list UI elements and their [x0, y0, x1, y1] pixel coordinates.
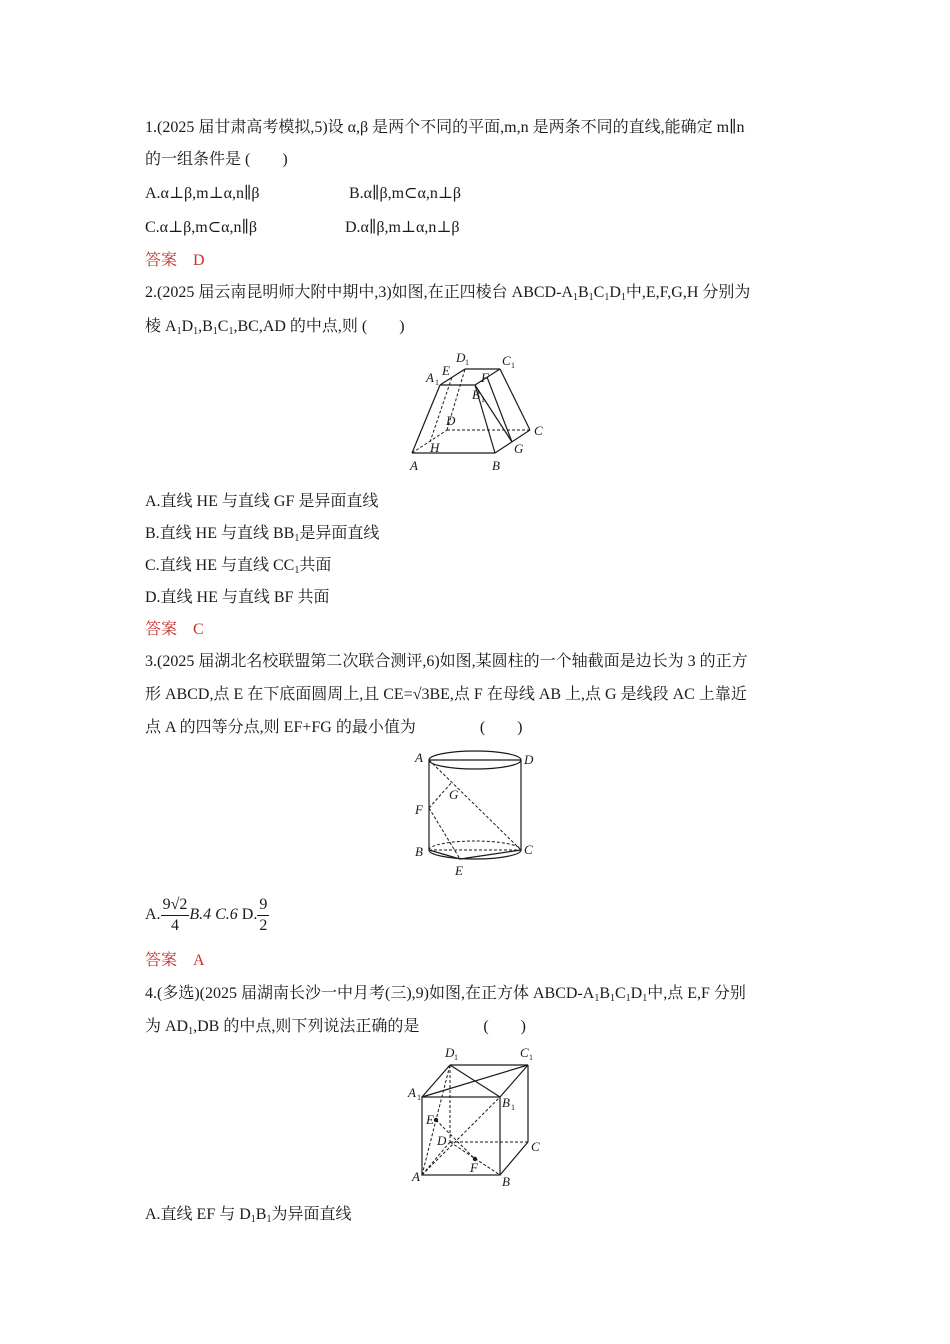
q3-cylinder-figure — [405, 742, 545, 882]
svg-text:1: 1 — [481, 395, 485, 404]
q1-option-c: C.α⊥β,m⊂α,n∥β — [145, 219, 258, 236]
label-F: F — [415, 802, 423, 817]
q3-answer — [145, 950, 221, 972]
q2-option-b: B.直线 HE 与直线 $BB_1$是异面直线 — [145, 525, 380, 544]
q3-stem-line3: 点 A 的四等分点,则 EF+FG 的最小值为 ( ) — [145, 719, 523, 736]
label-E: E — [455, 863, 463, 878]
q1-stem-line1: 1.(2025 届甘肃高考模拟,5)设 α,β 是两个不同的平面,m,n 是两条不同的直线,能确定 m∥n — [145, 119, 745, 136]
label-C: C — [524, 842, 533, 857]
label-C1: C — [502, 353, 511, 368]
answer-label: 答案 — [145, 621, 178, 638]
answer-label: 答案 — [145, 252, 178, 269]
label-B1: B — [502, 1095, 510, 1110]
label-F: F — [481, 370, 489, 385]
q3-option-a-fraction: $\frac{9√2}{4}$ — [162, 895, 188, 934]
label-F: F — [470, 1160, 478, 1175]
label-E: E — [426, 1112, 434, 1127]
label-A: A — [415, 750, 423, 765]
q2-frustum-figure — [400, 345, 560, 480]
label-D: D — [446, 413, 456, 428]
q3-options: A. $\frac{9√2}{4}$ B.4 C.6 D. $\frac{9}{2}$ — [145, 895, 268, 934]
q1-option-a: A.α⊥β,m⊥α,n∥β — [145, 185, 260, 202]
label-B1: B — [472, 387, 480, 402]
svg-text:1: 1 — [465, 358, 469, 367]
label-D1: D — [445, 1045, 455, 1060]
label-B: B — [415, 844, 423, 859]
label-C: C — [534, 423, 543, 438]
q1-option-d: D.α∥β,m⊥α,n⊥β — [345, 219, 460, 236]
label-E: E — [442, 363, 450, 378]
q4-option-a: A.直线 EF 与 $D_1B_1$为异面直线 — [145, 1206, 352, 1225]
label-A: A — [410, 458, 418, 473]
svg-text:1: 1 — [511, 1103, 515, 1112]
label-B: B — [502, 1174, 510, 1189]
q3-stem-line2: 形 ABCD,点 E 在下底面圆周上,且 CE=√3BE,点 F 在母线 AB 上,点 G 是线段 AC 上靠近 — [145, 686, 747, 703]
answer-value: A — [193, 952, 205, 969]
q4-stem-line1: 4.(多选)(2025 届湖南长沙一中月考(三),9)如图,在正方体 ABCD-$A_1B_1C_1D_1$中,点 E,F 分别 — [145, 985, 746, 1004]
label-G: G — [514, 441, 524, 456]
svg-text:1: 1 — [529, 1053, 533, 1062]
q2-option-d: D.直线 HE 与直线 BF 共面 — [145, 589, 330, 606]
label-A1: A — [408, 1085, 416, 1100]
label-B: B — [492, 458, 500, 473]
q2-option-a: A.直线 HE 与直线 GF 是异面直线 — [145, 493, 379, 510]
svg-text:1: 1 — [435, 378, 439, 387]
q3-option-d-fraction: $\frac{9}{2}$ — [259, 895, 268, 934]
svg-text:1: 1 — [417, 1093, 421, 1102]
label-H: H — [430, 440, 440, 455]
label-C: C — [531, 1139, 540, 1154]
q4-cube-figure — [400, 1042, 560, 1192]
q2-stem-line1: 2.(2025 届云南昆明师大附中期中,3)如图,在正四棱台 ABCD-$A_1B_1C_1D_1$中,E,F,G,H 分别为 — [145, 284, 751, 303]
q4-stem-line2: 为 $AD_1,DB$ 的中点,则下列说法正确的是 ( ) — [145, 1018, 527, 1037]
q2-option-c: C.直线 HE 与直线 $CC_1$共面 — [145, 557, 332, 576]
label-D: D — [524, 752, 534, 767]
label-A1: A — [426, 370, 434, 385]
q1-answer — [145, 250, 221, 272]
svg-text:1: 1 — [511, 361, 515, 370]
answer-label: 答案 — [145, 952, 178, 969]
q1-stem-line2: 的一组条件是 ( ) — [145, 151, 288, 168]
label-D: D — [437, 1133, 447, 1148]
answer-value: D — [193, 252, 205, 269]
svg-text:1: 1 — [454, 1053, 458, 1062]
label-D1: D — [456, 350, 466, 365]
q2-stem-line2: 棱 $A_1D_1,B_1C_1,BC,AD$ 的中点,则 ( ) — [145, 318, 405, 337]
q1-option-b: B.α∥β,m⊂α,n⊥β — [349, 185, 462, 202]
q2-answer — [145, 619, 220, 641]
q3-stem-line1: 3.(2025 届湖北名校联盟第二次联合测评,6)如图,某圆柱的一个轴截面是边长为 3 的正方 — [145, 653, 748, 670]
label-C1: C — [520, 1045, 529, 1060]
label-G: G — [449, 787, 459, 802]
label-A: A — [412, 1169, 420, 1184]
answer-value: C — [193, 621, 204, 638]
